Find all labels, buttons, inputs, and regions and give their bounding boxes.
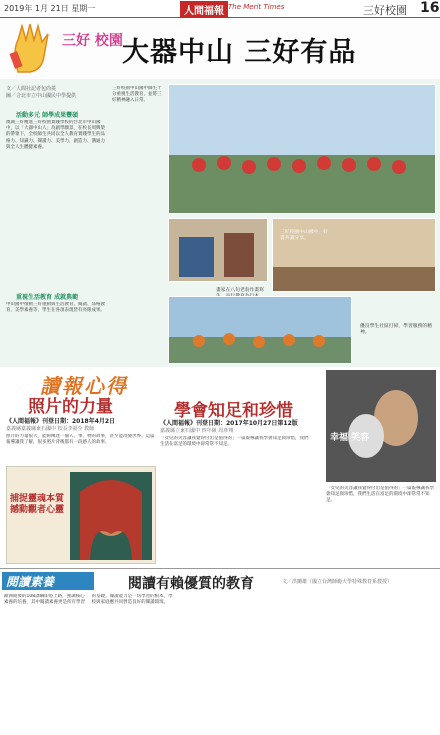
- article2-body: 「女兒的笑容讓我覺得付出是值得的」一篇報導讓我學會知足與珍惜，我們生活在富足的環境中卻常常不知足。: [160, 436, 309, 448]
- school-logo-text: 三好 校園: [62, 33, 123, 49]
- article1-title: 照片的力量: [28, 397, 113, 417]
- family-photo-caption: 幸福 笑容: [330, 433, 370, 443]
- feature-body-3: 三好校園中山國中師生十分重視生活教育，並將三好精神融入日常。: [112, 86, 162, 104]
- article1-source: 《人間福報》刊登日期：2018年4月2日: [6, 418, 116, 425]
- painting-photo: [168, 218, 268, 282]
- group-photo: [168, 84, 436, 214]
- feature-subhead-2: 重視生活教育 成就典範: [16, 294, 79, 301]
- article1-image-caption: 捕捉靈魂本質 撼動觀者心靈: [10, 494, 65, 515]
- school-logo-icon: [8, 22, 68, 74]
- newspaper-logo-en: The Merit Times: [228, 3, 285, 11]
- article1-byline: 嘉義縣嘉義縣東石國中 校長李福全 教師: [6, 426, 95, 432]
- caption-reading: 三好校園中山國中，好書共讀分享。: [280, 230, 328, 241]
- group-photo-image: [169, 85, 436, 214]
- reading-banner: 讀報心得: [40, 374, 128, 398]
- service-photo-image: [169, 297, 352, 364]
- column-banner: 閱讀素養: [6, 575, 55, 589]
- feature-headline: 大器中山 三好有品: [122, 37, 357, 68]
- article1-body: 照片的力量很大，能夠傳達一個人、事、物的故事，甚至能改變世界。這篇報導讓我了解，很多照片背後都有一段感人的故事。: [6, 434, 155, 446]
- article2-byline: 嘉義縣立東石國中 四年級 周彥翔: [160, 428, 234, 434]
- portrait-photo-image: [70, 472, 152, 560]
- feature-body-1: 澳湖三好精進三好校園實踐學校的台北市中山國中，以「大器中山人」為創學願景，在校長周興榮的帶領下，全校師生共同以全人教育實踐學生的品格力、知識力、閱讀力、美學力，創造力、溝通力與全人生體健素養。: [6, 120, 105, 150]
- feature-byline: 文／人間社記者包尚菱 圖／合北市立中山國民中學提供: [6, 86, 77, 99]
- section-name: 三好校園: [363, 4, 407, 17]
- article2-source: 《人間福報》刊登日期：2017年10月27日第12版: [160, 420, 298, 427]
- divider: [0, 568, 440, 569]
- service-photo: [168, 296, 352, 364]
- caption-service: 優良學生社區打掃，學習服務的精神。: [360, 324, 432, 335]
- article2-body-cont: 「女兒的笑容讓我覺得付出是值得的」一篇報導讓我學會知足與珍惜，我們生活在富足的環境中卻常常不知足。: [326, 486, 434, 504]
- feature-subhead-1: 活動多元 師學成果豐碩: [16, 112, 79, 119]
- page-number: 16: [420, 0, 440, 16]
- newspaper-logo: 人間福報: [180, 1, 228, 18]
- column-body: 歐洲開發的108課綱即將上路，強調核心素養的培養，其中閱讀素養更是所有學習的基礎。閱讀能力是一切學習的根本，學校與家庭應共同營造良好的閱讀環境。: [4, 594, 173, 606]
- family-photo: [326, 370, 436, 482]
- family-photo-image: [326, 370, 436, 482]
- issue-date: 2019年 1月 21日 星期一: [4, 4, 96, 13]
- article2-title: 學會知足和珍惜: [174, 401, 293, 421]
- column-title: 閱讀有賴優質的教育: [128, 576, 254, 592]
- column-byline: 文／洪蘭雄（國立台灣師範大學特殊教育系教授）: [282, 579, 393, 585]
- painting-photo-image: [169, 219, 268, 282]
- caption-painting: 畫家在八旬老翁作畫寫: [216, 288, 264, 293]
- page-header: [0, 0, 440, 18]
- feature-body-2: 中山國中推動三好運動與生活教育、閱讀、品格教育、美學素養等，學生在各項表現皆有亮眼成果。: [6, 302, 105, 314]
